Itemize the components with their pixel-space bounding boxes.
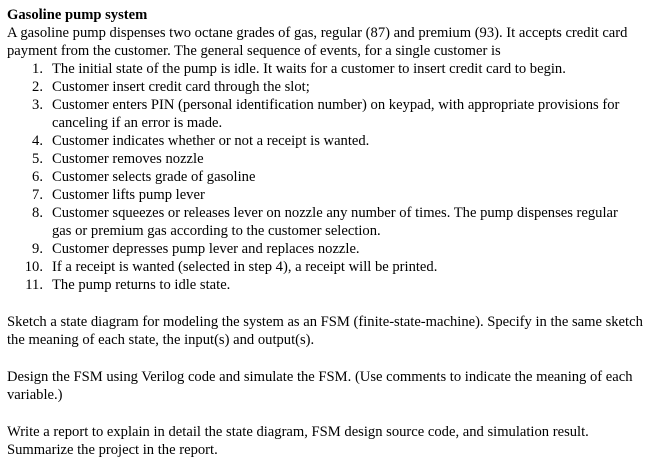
step-number: 7.: [32, 187, 43, 203]
intro-paragraph: A gasoline pump dispenses two octane grades of gas, regular (87) and premium (93). It accepts credit card payment from the customer. The general sequence of events, for a single customer is: [7, 25, 628, 59]
document-title: Gasoline pump system: [7, 7, 148, 23]
paragraph-spacer: [7, 349, 644, 368]
step-number: 11.: [25, 277, 43, 293]
design-paragraph: Design the FSM using Verilog code and simulate the FSM. (Use comments to indicate the meaning of each variable.): [7, 369, 633, 403]
sketch-paragraph: Sketch a state diagram for modeling the system as an FSM (finite-state-machine). Specify in the same sketch the meaning of each state, the input(s) and output(s).: [7, 314, 643, 348]
paragraph-spacer: [7, 404, 644, 423]
list-item: [7, 60, 644, 78]
list-item: [7, 204, 644, 240]
list-item: [7, 240, 644, 258]
step-number: 4.: [32, 133, 43, 149]
step-text: Customer lifts pump lever: [52, 187, 205, 203]
step-text: Customer depresses pump lever and replaces nozzle.: [52, 241, 360, 257]
step-text: Customer selects grade of gasoline: [52, 169, 256, 185]
step-text: Customer enters PIN (personal identification number) on keypad, with appropriate provisions for canceling if an error is made.: [52, 97, 620, 131]
step-text: Customer removes nozzle: [52, 151, 204, 167]
step-text: The pump returns to idle state.: [52, 277, 231, 293]
list-item: [7, 186, 644, 204]
step-number: 10.: [24, 259, 43, 275]
step-text: If a receipt is wanted (selected in step 4), a receipt will be printed.: [52, 259, 438, 275]
list-item: [7, 276, 644, 294]
step-number: 1.: [32, 61, 43, 77]
step-text: Customer squeezes or releases lever on nozzle any number of times. The pump dispenses regular gas or premium gas according to the customer selection.: [52, 205, 618, 239]
report-paragraph: Write a report to explain in detail the state diagram, FSM design source code, and simulation result. Summarize the project in the report.: [7, 424, 589, 458]
list-item: [7, 150, 644, 168]
list-item: [7, 78, 644, 96]
step-text: Customer indicates whether or not a receipt is wanted.: [52, 133, 370, 149]
paragraph-spacer: [7, 294, 644, 313]
step-text: Customer insert credit card through the slot;: [52, 79, 310, 95]
steps-list: [7, 60, 644, 294]
list-item: [7, 168, 644, 186]
step-text: The initial state of the pump is idle. It waits for a customer to insert credit card to begin.: [52, 61, 566, 77]
step-number: 3.: [32, 97, 43, 113]
step-number: 2.: [32, 79, 43, 95]
step-number: 9.: [32, 241, 43, 257]
list-item: [7, 132, 644, 150]
step-number: 8.: [32, 205, 43, 221]
list-item: [7, 96, 644, 132]
list-item: [7, 258, 644, 276]
step-number: 5.: [32, 151, 43, 167]
step-number: 6.: [32, 169, 43, 185]
